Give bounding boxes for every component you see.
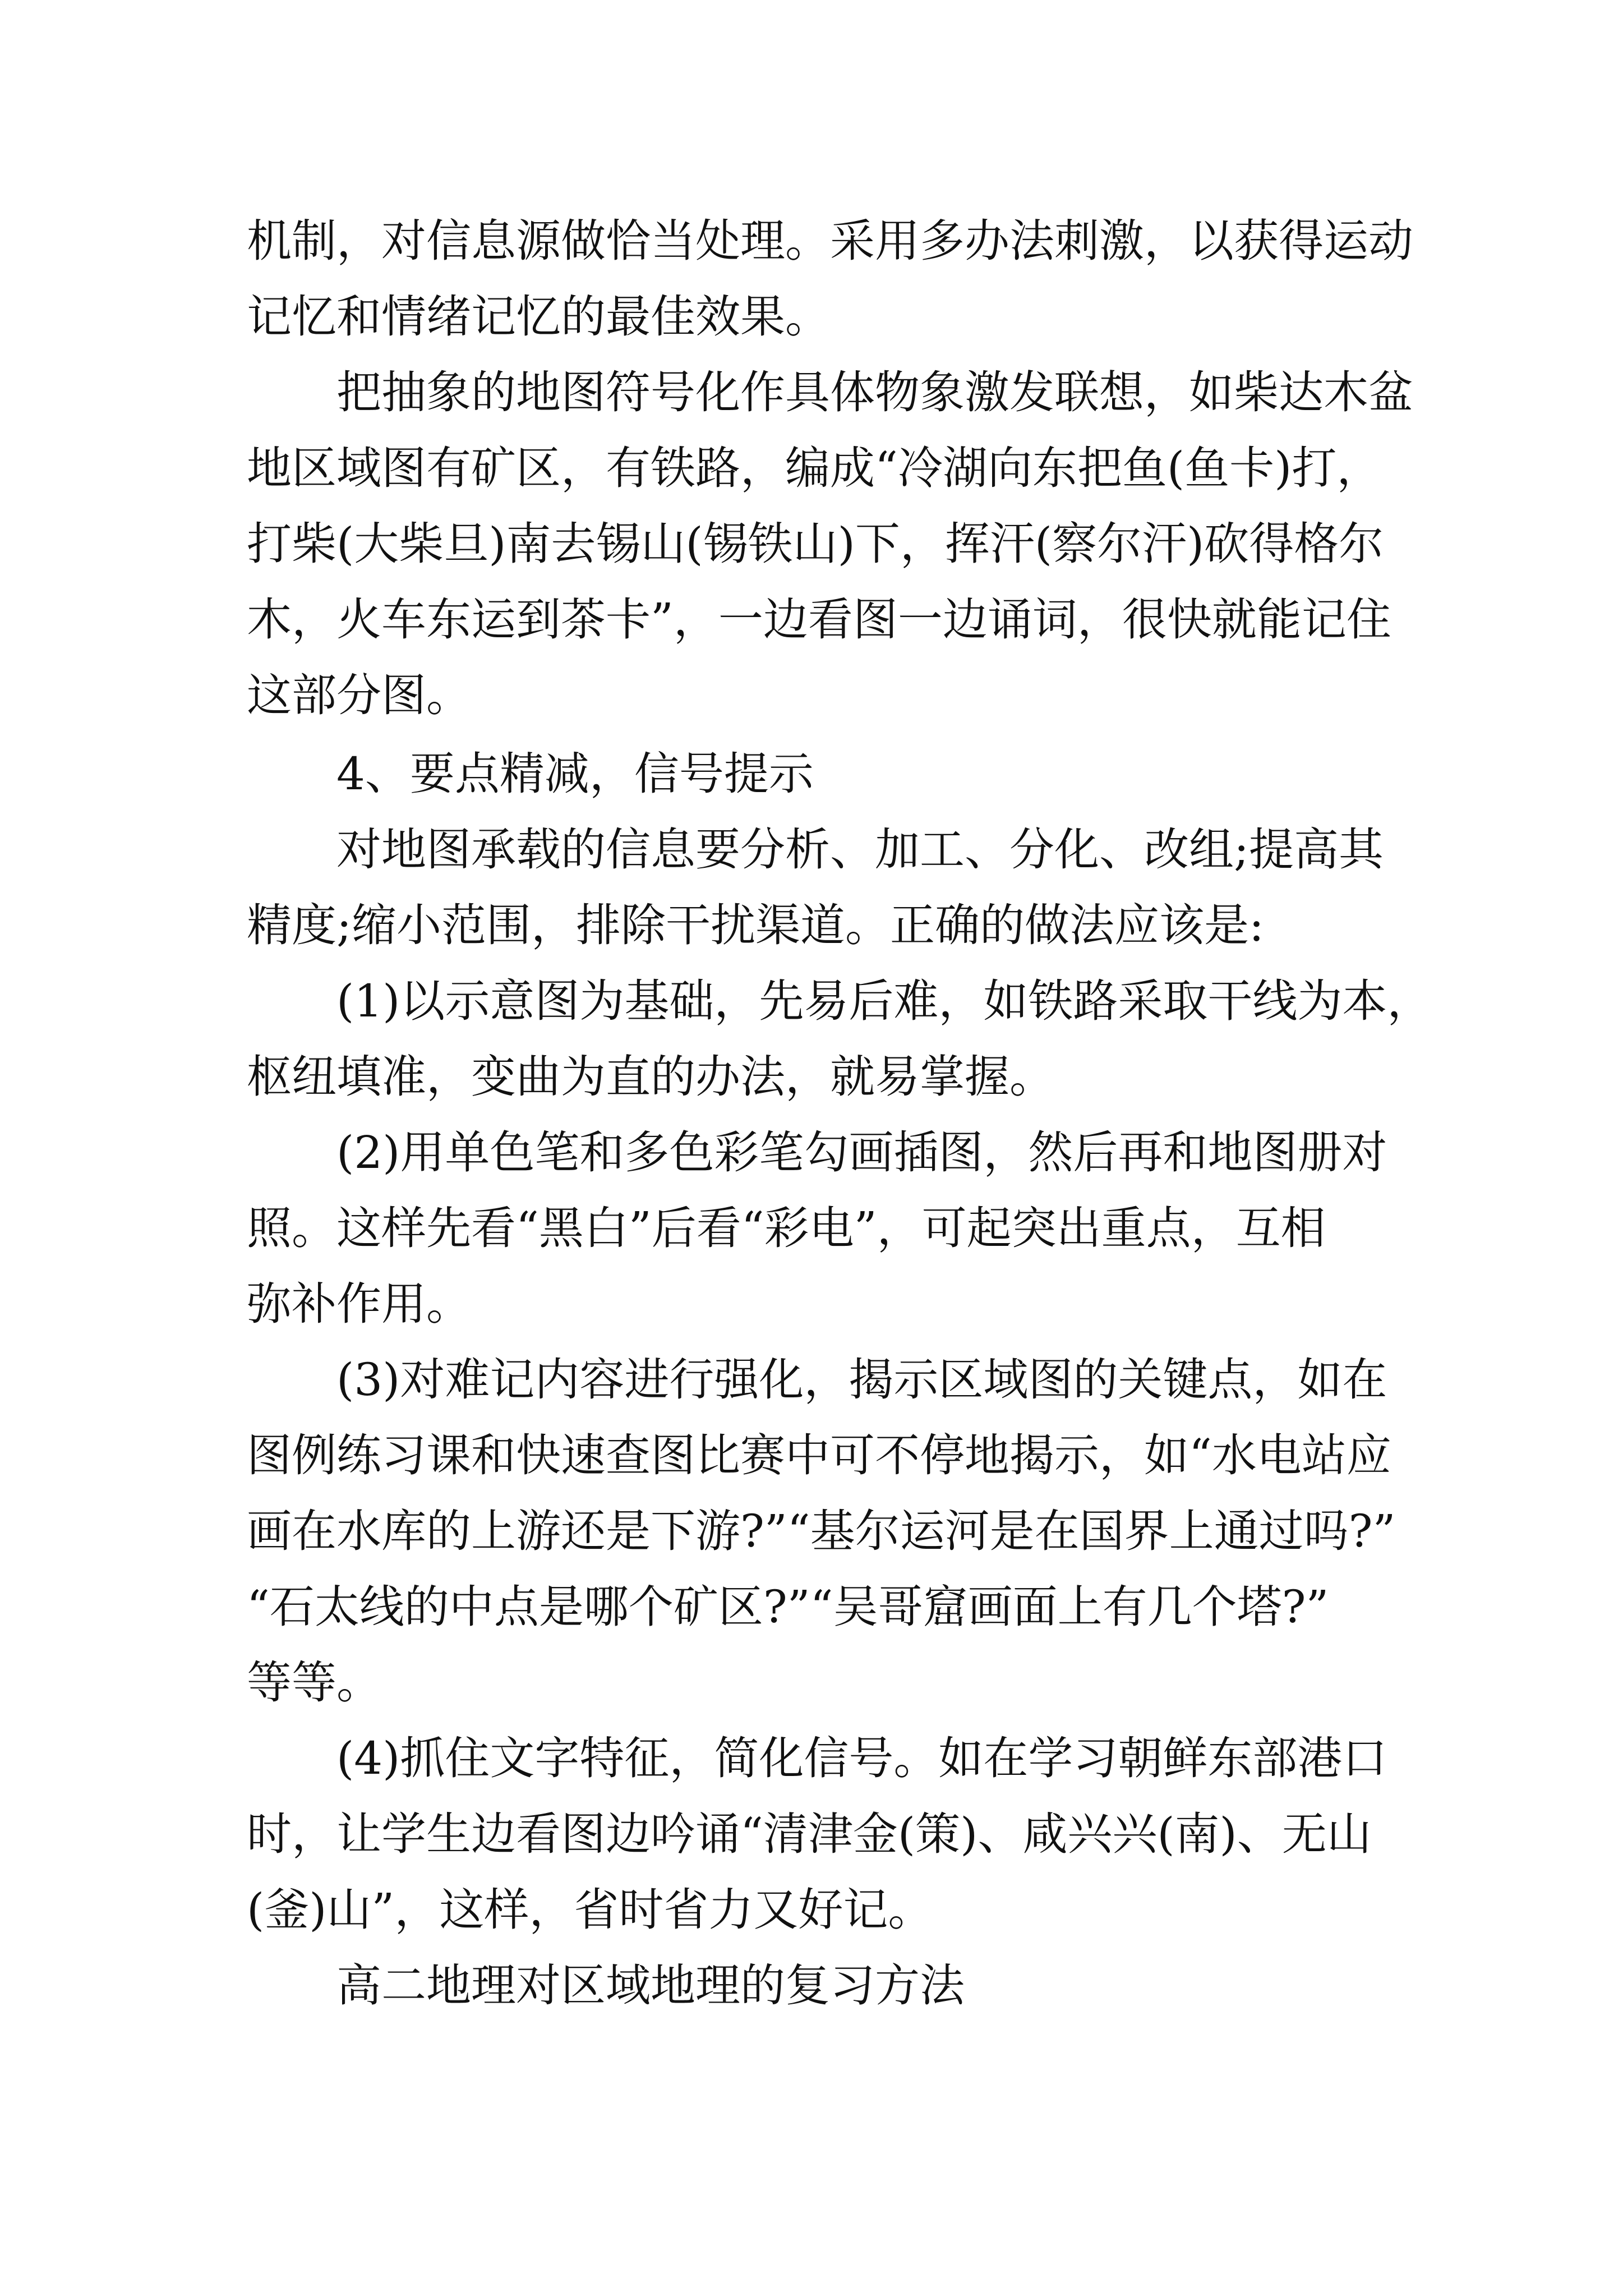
list-item-3: (3)对难记内容进行强化，揭示区域图的关键点，如在: [336, 1354, 1387, 1406]
text-line: 图例练习课和快速查图比赛中可不停地揭示，如“水电站应: [247, 1429, 1391, 1481]
text-line: 等等。: [247, 1657, 381, 1709]
paragraph-first-line: 把抽象的地图符号化作具体物象激发联想，如柴达木盆: [336, 366, 1413, 418]
text-line: 照。这样先看“黑白”后看“彩电”，可起突出重点，互相: [247, 1202, 1326, 1254]
text-line: 机制，对信息源做恰当处理。采用多办法刺激，以获得运动: [247, 215, 1413, 267]
list-item-2: (2)用单色笔和多色彩笔勾画插图，然后再和地图册对: [336, 1126, 1387, 1179]
text-line: 这部分图。: [247, 669, 471, 721]
section-title: 高二地理对区域地理的复习方法: [336, 1959, 965, 2012]
paragraph-first-line: 对地图承载的信息要分析、加工、分化、改组;提高其: [336, 823, 1384, 876]
text-line: 精度;缩小范围，排除干扰渠道。正确的做法应该是:: [247, 899, 1264, 951]
text-line: 画在水库的上游还是下游?”“基尔运河是在国界上通过吗?”: [247, 1505, 1396, 1557]
text-line: 时，让学生边看图边吟诵“清津金(策)、咸兴兴(南)、无山: [247, 1808, 1372, 1860]
text-line: 木，火车东运到茶卡”，一边看图一边诵词，很快就能记住: [247, 593, 1391, 646]
text-line: “石太线的中点是哪个矿区?”“吴哥窟画面上有几个塔?”: [247, 1581, 1329, 1633]
text-line: 地区域图有矿区，有铁路，编成“冷湖向东把鱼(鱼卡)打，: [247, 442, 1382, 494]
list-item-4: (4)抓住文字特征，简化信号。如在学习朝鲜东部港口: [336, 1732, 1387, 1784]
text-line: 弥补作用。: [247, 1278, 471, 1330]
list-item-1: (1)以示意图为基础，先易后难，如铁路采取干线为本，: [336, 975, 1432, 1027]
text-line: 打柴(大柴旦)南去锡山(锡铁山)下，挥汗(察尔汗)砍得格尔: [247, 518, 1384, 570]
section-heading: 4、要点精减，信号提示: [336, 748, 814, 800]
text-line: 记忆和情绪记忆的最佳效果。: [247, 291, 830, 343]
text-line: 枢纽填准，变曲为直的办法，就易掌握。: [247, 1051, 1054, 1103]
text-line: (釜)山”，这样，省时省力又好记。: [247, 1884, 933, 1936]
